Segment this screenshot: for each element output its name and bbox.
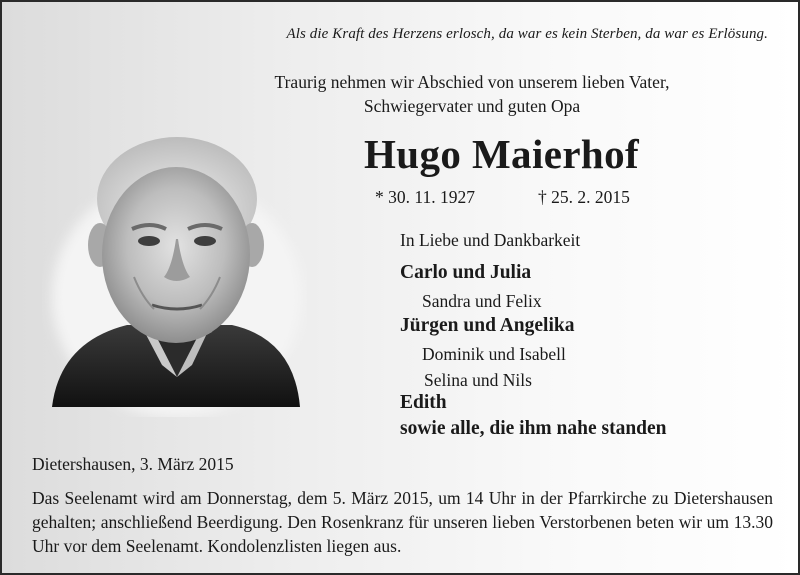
portrait-photo (42, 127, 307, 417)
deceased-name: Hugo Maierhof (364, 131, 640, 177)
intro-line-2: Schwiegervater und guten Opa (363, 96, 581, 116)
funeral-announcement: Das Seelenamt wird am Donnerstag, dem 5. März 2015, um 14 Uhr in der Pfarrkirche zu Dietershausen gehalten; anschließend Beerdigung. Den Rosenkranz für unseren lieben Verstorbenen beten wir um 13.30 Uhr vor dem Seelenamt. Kondolenzlisten liegen aus. (32, 488, 773, 556)
death-date: † 25. 2. 2015 (538, 187, 630, 207)
motto-quote: Als die Kraft des Herzens erlosch, da war es kein Sterben, da war es Erlösung. (286, 26, 768, 42)
intro-line-1: Traurig nehmen wir Abschied von unserem lieben Vater, (274, 72, 670, 92)
mourner-family: Carlo und Julia (400, 262, 532, 283)
thanks-line: In Liebe und Dankbarkeit (400, 230, 581, 250)
mourner-family: Edith (400, 392, 447, 413)
mourner-grandchildren: Sandra und Felix (422, 291, 542, 311)
mourner-family: Jürgen und Angelika (400, 315, 575, 336)
place-and-date: Dietershausen, 3. März 2015 (32, 454, 234, 474)
mourner-grandchildren: Selina und Nils (424, 370, 532, 390)
mourner-others: sowie alle, die ihm nahe standen (400, 418, 667, 439)
mourner-grandchildren: Dominik und Isabell (422, 344, 566, 364)
birth-date: * 30. 11. 1927 (375, 187, 475, 207)
